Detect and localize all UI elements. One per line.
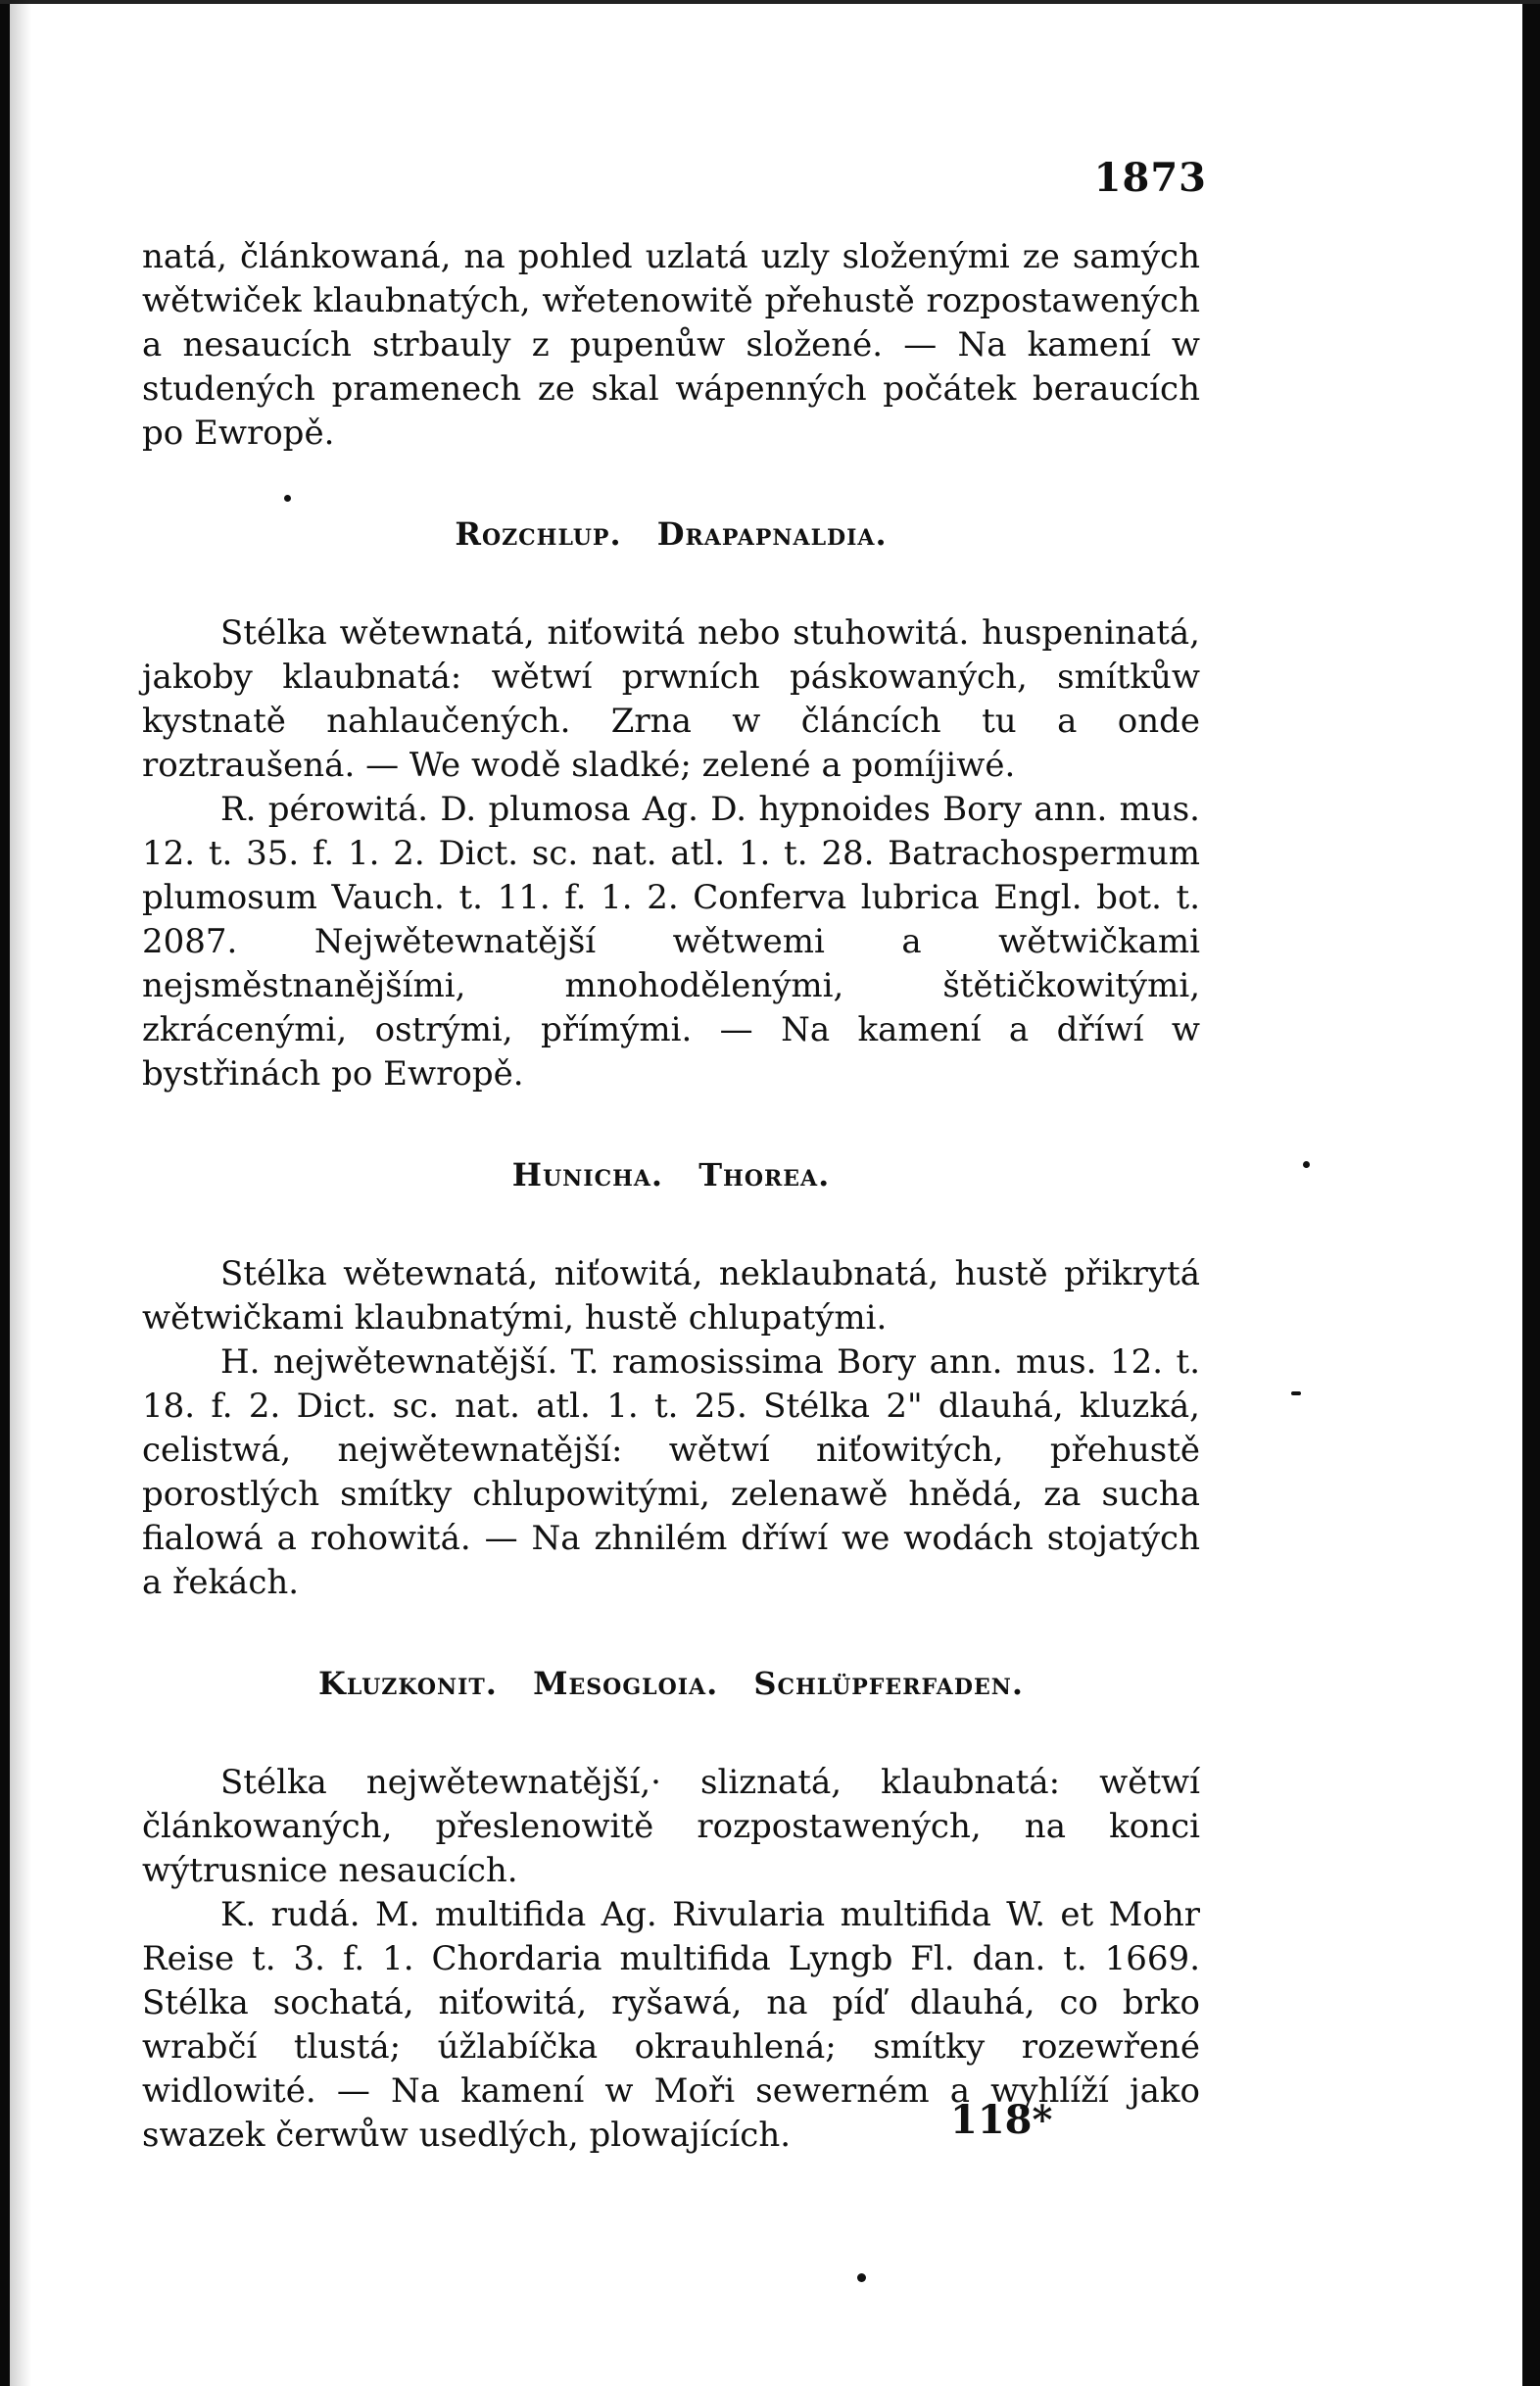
genus-heading-mesogloia xyxy=(142,1662,1200,1706)
genus-name-german: Schlüpferfaden. xyxy=(753,1665,1024,1702)
gutter-shadow xyxy=(10,0,31,2386)
scan-edge-top xyxy=(0,0,1540,4)
paragraph-species-description: R. pérowitá. D. plumosa Ag. D. hypnoides Bory ann. mus. 12. t. 35. f. 1. 2. Dict. sc. nat. atl. 1. t. 28. Batrachospermum plumosum Vauch. t. 11. f. 1. 2. Conferva lubrica Engl. bot. t. 2087. Nejwětewnatější wětwemi a wětwičkami nejsměstnanějšími, mnohodělenými, štětičkowitými, zkrácenými, ostrými, přímými. — Na kamení a dříwí w bystřinách po Ewropě. xyxy=(142,790,1200,1094)
print-speck xyxy=(1303,1161,1310,1168)
genus-name-czech: Rozchlup. xyxy=(455,515,622,553)
paragraph-species-description: H. nejwětewnatější. T. ramosissima Bory ann. mus. 12. t. 18. f. 2. Dict. sc. nat. atl. 1. t. 25. Stélka 2" dlauhá, kluzká, celistwá, nejwětewnatější: wětwí niťowitých, přehustě porostlých smítky chlupowitými, zelenawě hnědá, za sucha fialowá a rohowitá. — Na zhnilém dříwí we wodách stojatých a řekách. xyxy=(142,1342,1200,1602)
paragraph-genus-description: Stélka nejwětewnatější,· sliznatá, klaubnatá: wětwí článkowaných, přeslenowitě rozpostawených, na konci wýtrusnice nesaucích. xyxy=(142,1763,1200,1890)
paragraph-genus-description: Stélka wětewnatá, niťowitá, neklaubnatá, hustě přikrytá wětwičkami klaubnatými, hustě chlupatými. xyxy=(142,1254,1200,1338)
paragraph-species-description: K. rudá. M. multifida Ag. Rivularia multifida W. et Mohr Reise t. 3. f. 1. Chordaria multifida Lyngb Fl. dan. t. 1669. Stélka sochatá, niťowitá, ryšawá, na píď dlauhá, co brko wrabčí tlustá; úžlabíčka okrauhlená; smítky rozewřené widlowité. — Na kamení w Moři sewerném a wyhlíží jako swazek čerwůw usedlých, plowajících. xyxy=(142,1895,1200,2155)
page-number: 1873 xyxy=(1093,155,1207,201)
genus-name-latin: Mesogloia. xyxy=(533,1665,719,1702)
genus-name-latin: Drapapnaldia. xyxy=(656,515,888,553)
paragraph-intro: natá, článkowaná, na pohled uzlatá uzly složenými ze samých wětwiček klaubnatých, wřetenowitě přehustě rozpostawených a nesaucích strbauly z pupenůw složené. — Na kamení w studených pramenech ze skal wápenných počátek beraucích po Ewropě. xyxy=(142,237,1200,453)
paragraph-genus-description: Stélka wětewnatá, niťowitá nebo stuhowitá. huspeninatá, jakoby klaubnatá: wětwí prwních páskowaných, smítkůw kystnatě nahlaučených. Zrna w článcích tu a onde roztraušená. — We wodě sladké; zelené a pomíjiwé. xyxy=(142,613,1200,785)
print-speck xyxy=(284,495,291,502)
print-speck xyxy=(1291,1391,1301,1395)
genus-heading-thorea xyxy=(142,1153,1200,1197)
print-speck xyxy=(857,2273,866,2282)
genus-name-latin: Thorea. xyxy=(698,1156,831,1193)
page-body xyxy=(142,235,1200,2158)
scan-edge-left xyxy=(0,0,10,2386)
genus-name-czech: Kluzkonit. xyxy=(318,1665,498,1702)
genus-name-czech: Hunicha. xyxy=(511,1156,664,1193)
scan-edge-right xyxy=(1522,0,1540,2386)
genus-heading-drapanaldia xyxy=(142,512,1200,557)
signature-mark: 118* xyxy=(950,2097,1053,2143)
